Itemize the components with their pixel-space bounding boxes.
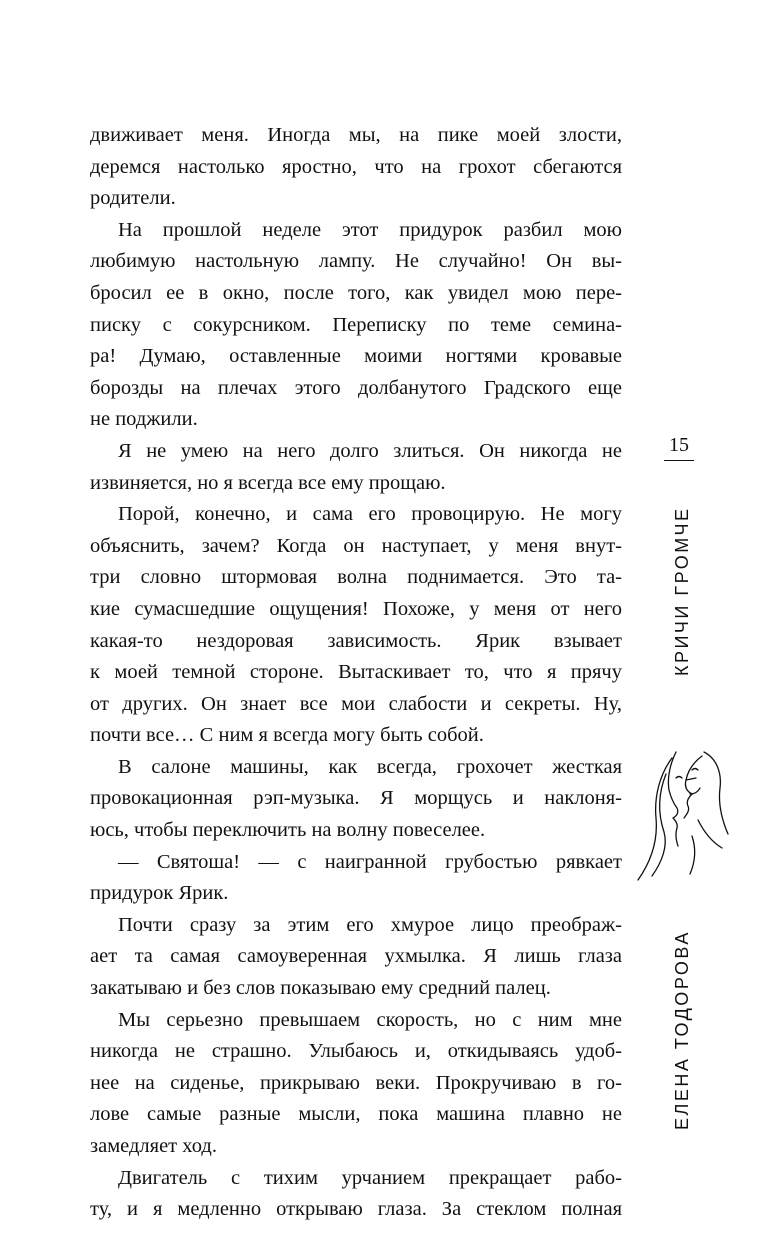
text-line: замедляет ход. (90, 1135, 217, 1157)
page-number: 15 (664, 434, 694, 461)
text-line: любимую настольную лампу. Не случайно! Он вы- (90, 250, 622, 273)
text-line: почти все… С ним я всегда могу быть собой. (90, 724, 484, 747)
text-line: придурок Ярик. (90, 882, 229, 905)
text-line: родители. (90, 187, 176, 210)
text-line: Двигатель с тихим урчанием прекращает рабо- (118, 1166, 622, 1189)
text-line: кие сумасшедшие ощущения! Похоже, у меня от него (90, 597, 622, 620)
text-line: Я не умею на него долго злиться. Он никогда не (118, 439, 622, 462)
text-line: не поджили. (90, 408, 198, 431)
text-line: борозды на плечах этого долбанутого Градского еще (90, 376, 622, 399)
text-line: Порой, конечно, и сама его провоцирую. Не могу (118, 503, 622, 526)
text-line: какая-то нездоровая зависимость. Ярик взывает (90, 629, 622, 652)
text-line: ра! Думаю, оставленные моими ногтями кровавые (90, 345, 622, 368)
text-line: три словно штормовая волна поднимается. Это та- (90, 566, 622, 589)
text-line: ту, и я медленно открываю глаза. За стеклом полная (90, 1198, 622, 1221)
text-line: движивает меня. Иногда мы, на пике моей злости, (90, 124, 622, 146)
text-line: никогда не страшно. Улыбаюсь и, откидываясь удоб- (90, 1040, 622, 1063)
text-line: На прошлой неделе этот придурок разбил мою (118, 218, 622, 241)
text-line: Почти сразу за этим его хмурое лицо преображ- (118, 913, 622, 936)
text-line: объяснить, зачем? Когда он наступает, у меня внут- (90, 534, 622, 557)
couple-sketch-illustration (632, 748, 732, 888)
text-line: писку с сокурсником. Переписку по теме семина- (90, 313, 622, 336)
text-line: провокационная рэп-музыка. Я морщусь и наклоня- (90, 787, 622, 810)
text-line: закатываю и без слов показываю ему средний палец. (90, 977, 551, 1000)
text-line: деремся настолько яростно, что на грохот сбегаются (90, 155, 622, 178)
text-line: лове самые разные мысли, пока машина плавно не (90, 1103, 622, 1126)
running-title: КРИЧИ ГРОМЧЕ (672, 506, 692, 676)
text-line: — Святоша! — с наигранной грубостью рявкает (118, 850, 622, 873)
text-line: ает та самая самоуверенная ухмылка. Я лишь глаза (90, 945, 622, 968)
text-line: к моей темной стороне. Вытаскивает то, что я прячу (90, 661, 622, 684)
text-line: Мы серьезно превышаем скорость, но с ним мне (118, 1008, 622, 1031)
body-text (90, 120, 622, 1226)
text-line: извиняется, но я всегда все ему прощаю. (90, 471, 446, 494)
text-line: бросил ее в окно, после того, как увидел мою пере- (90, 281, 622, 304)
text-line: В салоне машины, как всегда, грохочет жесткая (118, 755, 622, 778)
author-name: ЕЛЕНА ТОДОРОВА (672, 930, 692, 1130)
text-line: нее на сиденье, прикрываю веки. Прокручиваю в го- (90, 1071, 622, 1094)
text-line: от других. Он знает все мои слабости и секреты. Ну, (90, 692, 622, 715)
text-line: юсь, чтобы переключить на волну повеселее. (90, 819, 486, 842)
